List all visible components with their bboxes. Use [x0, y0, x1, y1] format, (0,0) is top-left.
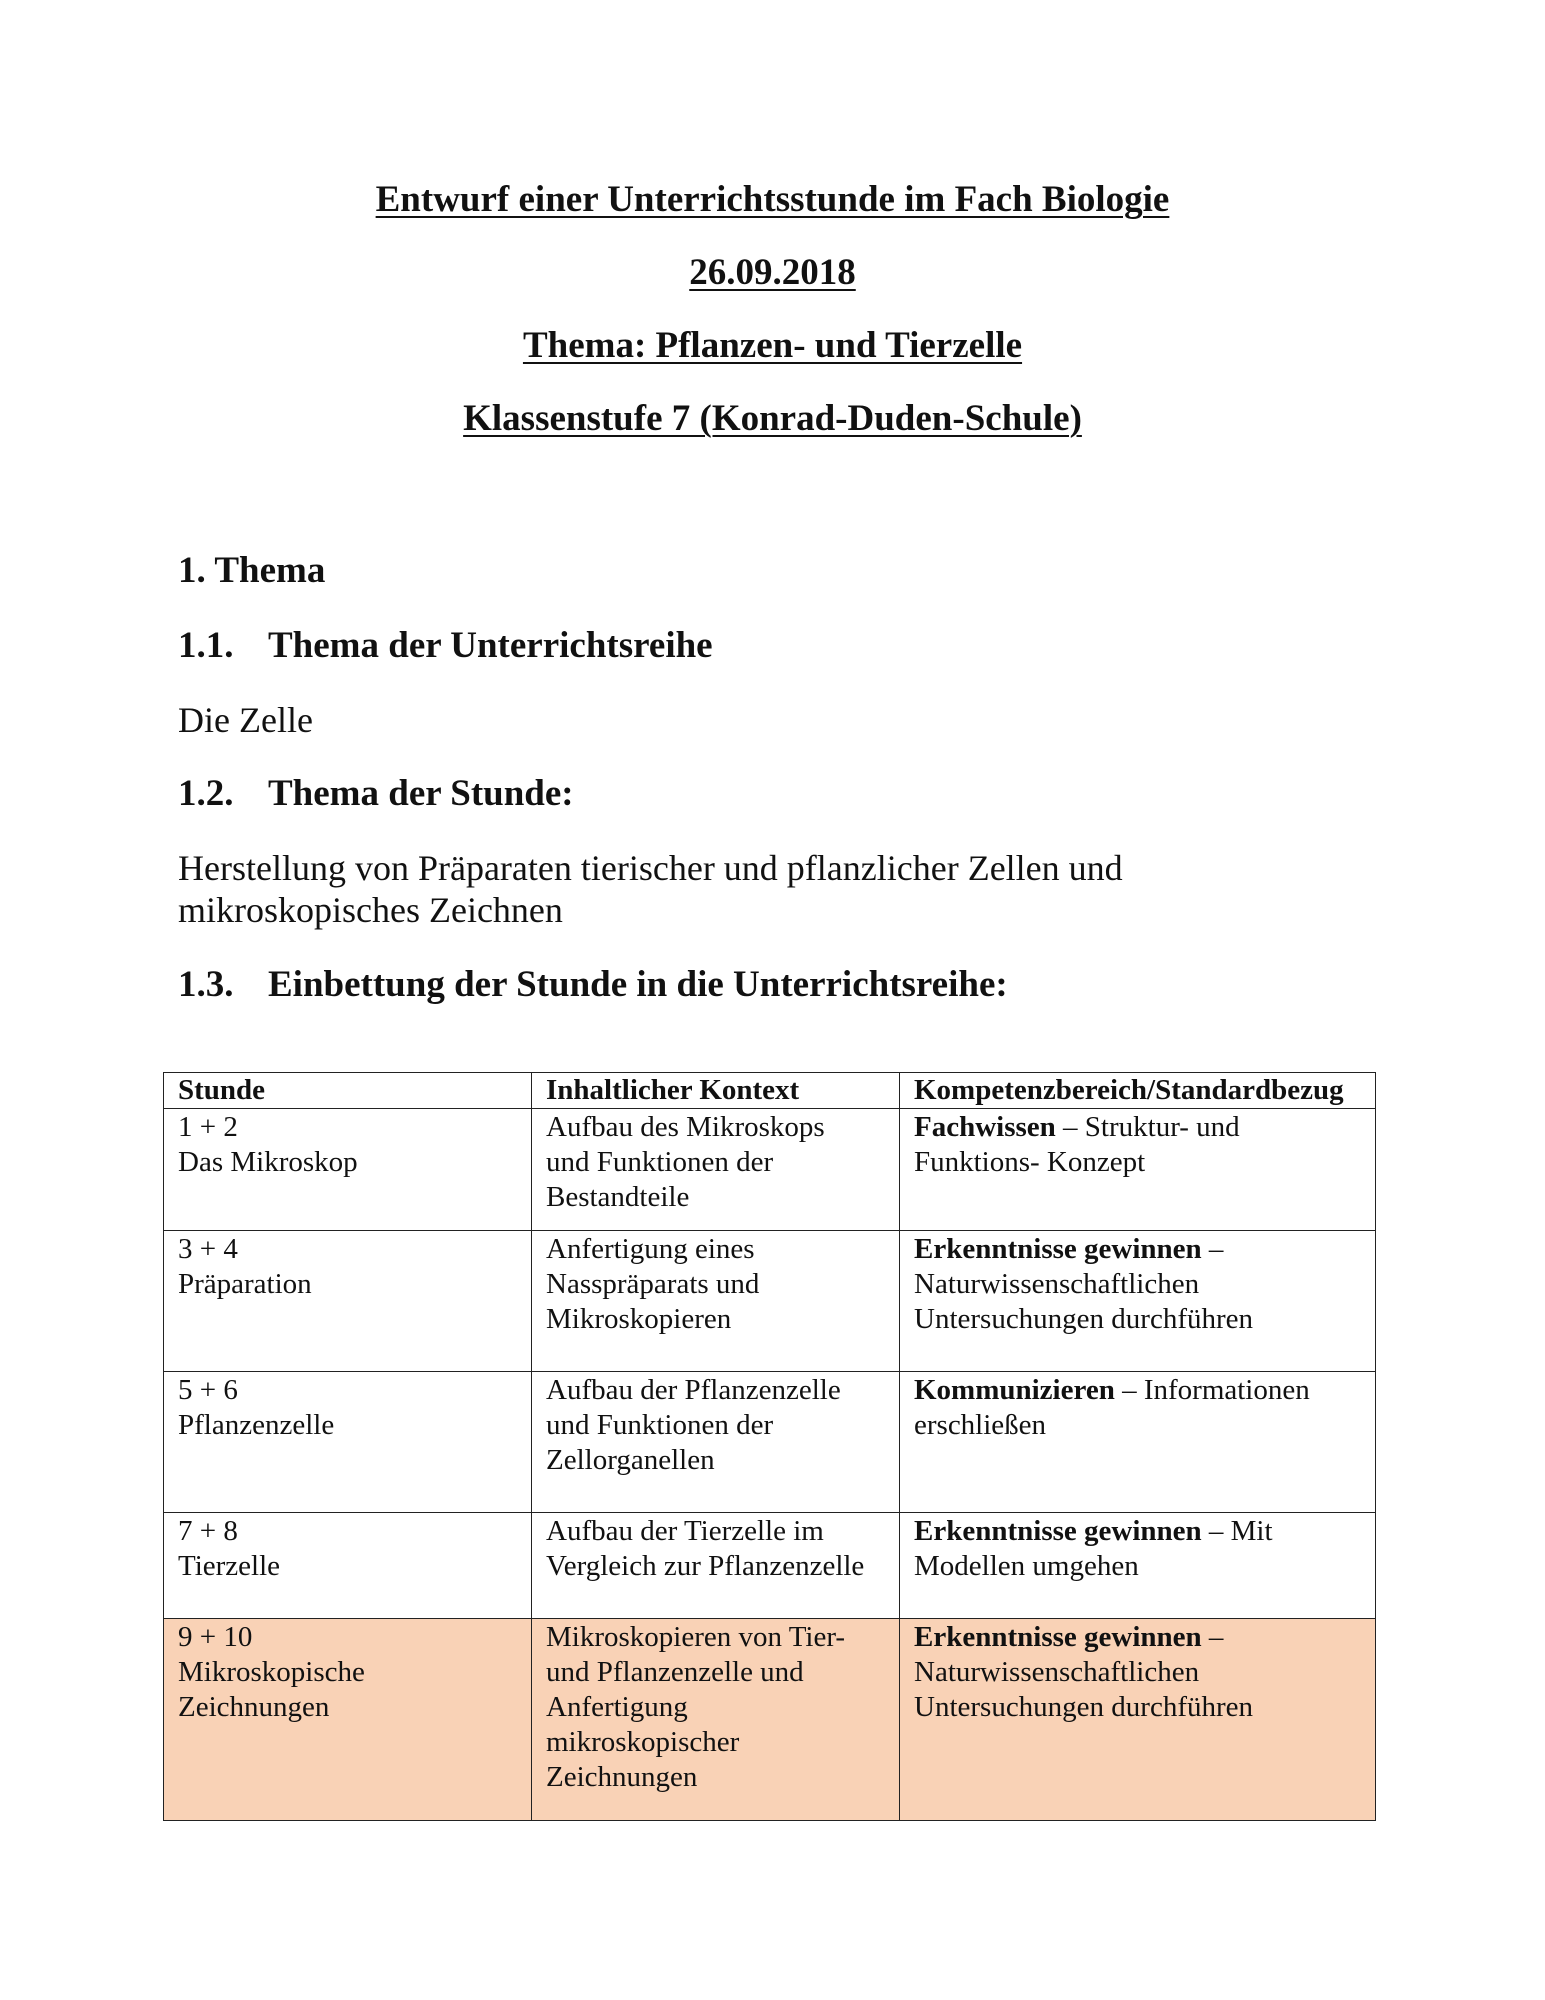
- cell-line: [914, 1620, 1363, 1655]
- cell-line: Nasspräparats und: [546, 1268, 760, 1300]
- stunde-text-line: Herstellung von Präparaten tierischer und pflanzlicher Zellen und: [178, 848, 1123, 888]
- cell-kontext: [532, 1513, 900, 1619]
- kompetenz-bereich: Erkenntnisse gewinnen: [914, 1621, 1202, 1653]
- subsection-number: 1.1.: [178, 625, 234, 666]
- kompetenz-standard: – Mit: [1201, 1515, 1273, 1547]
- cell-line: Funktions- Konzept: [914, 1146, 1146, 1178]
- kompetenz-bereich: Erkenntnisse gewinnen: [914, 1233, 1202, 1265]
- cell-stunde: [164, 1372, 532, 1513]
- subsection-number: 1.3.: [178, 964, 234, 1005]
- cell-stunde: [164, 1619, 532, 1821]
- kompetenz-bereich: Erkenntnisse gewinnen: [914, 1515, 1202, 1547]
- cell-line: 7 + 8: [178, 1515, 238, 1547]
- cell-line: Mikroskopische: [178, 1656, 365, 1688]
- subsection-heading-1-3: [178, 963, 1008, 1007]
- kompetenz-standard: –: [1201, 1621, 1224, 1653]
- table-row: [164, 1109, 1376, 1231]
- stunde-text: [178, 847, 1408, 931]
- cell-stunde: [164, 1109, 532, 1231]
- table-row-current-lesson: [164, 1619, 1376, 1821]
- document-date: 26.09.2018: [689, 252, 856, 293]
- cell-stunde: [164, 1231, 532, 1372]
- cell-line: Aufbau des Mikroskops: [546, 1111, 825, 1143]
- cell-line: Zellorganellen: [546, 1444, 715, 1476]
- cell-line: Mikroskopieren von Tier-: [546, 1621, 846, 1653]
- subsection-title: Einbettung der Stunde in die Unterrichtsreihe:: [268, 964, 1008, 1005]
- cell-line: Präparation: [178, 1268, 312, 1300]
- section-heading-thema: 1. Thema: [178, 550, 326, 591]
- subsection-number: 1.2.: [178, 773, 234, 814]
- cell-line: Vergleich zur Pflanzenzelle: [546, 1550, 865, 1582]
- cell-stunde: [164, 1513, 532, 1619]
- cell-kompetenz: [900, 1619, 1376, 1821]
- cell-line: Pflanzenzelle: [178, 1409, 335, 1441]
- subsection-heading-1-1: [178, 624, 713, 668]
- cell-line: Zeichnungen: [546, 1761, 698, 1793]
- cell-line: Das Mikroskop: [178, 1146, 358, 1178]
- table-row: [164, 1372, 1376, 1513]
- document-topic: Thema: Pflanzen- und Tierzelle: [522, 325, 1023, 366]
- cell-line: und Funktionen der: [546, 1146, 774, 1178]
- cell-line: erschließen: [914, 1409, 1047, 1441]
- cell-kompetenz: [900, 1372, 1376, 1513]
- kompetenz-standard: – Informationen: [1114, 1374, 1310, 1406]
- cell-line: Bestandteile: [546, 1181, 690, 1213]
- cell-kompetenz: [900, 1513, 1376, 1619]
- cell-line: Naturwissenschaftlichen: [914, 1656, 1200, 1688]
- column-header-kompetenz: Kompetenzbereich/Standardbezug: [900, 1073, 1376, 1109]
- subsection-heading-1-2: [178, 772, 574, 816]
- column-header-kontext: Inhaltlicher Kontext: [532, 1073, 900, 1109]
- cell-line: Anfertigung eines: [546, 1233, 755, 1265]
- column-header-stunde: Stunde: [164, 1073, 532, 1109]
- stunde-text-line: mikroskopisches Zeichnen: [178, 890, 563, 930]
- cell-kompetenz: [900, 1231, 1376, 1372]
- subsection-title: Thema der Stunde:: [268, 773, 574, 814]
- cell-line: Zeichnungen: [178, 1691, 330, 1723]
- cell-line: und Pflanzenzelle und: [546, 1656, 804, 1688]
- cell-line: Untersuchungen durchführen: [914, 1691, 1254, 1723]
- cell-line: Modellen umgehen: [914, 1550, 1139, 1582]
- cell-line: [914, 1232, 1363, 1267]
- cell-kontext: [532, 1109, 900, 1231]
- document-grade: Klassenstufe 7 (Konrad-Duden-Schule): [463, 398, 1082, 439]
- cell-kompetenz: [900, 1109, 1376, 1231]
- lesson-series-table: [163, 1072, 1376, 1821]
- table-row: [164, 1513, 1376, 1619]
- kompetenz-standard: –: [1201, 1233, 1224, 1265]
- cell-line: 1 + 2: [178, 1111, 238, 1143]
- cell-line: [914, 1514, 1363, 1549]
- cell-line: Tierzelle: [178, 1550, 281, 1582]
- cell-line: 5 + 6: [178, 1374, 238, 1406]
- cell-line: Naturwissenschaftlichen: [914, 1268, 1200, 1300]
- cell-kontext: [532, 1231, 900, 1372]
- cell-line: mikroskopischer: [546, 1726, 740, 1758]
- unterrichtsreihe-text: Die Zelle: [178, 700, 313, 740]
- cell-line: und Funktionen der: [546, 1409, 774, 1441]
- cell-line: Aufbau der Pflanzenzelle: [546, 1374, 841, 1406]
- cell-line: Untersuchungen durchführen: [914, 1303, 1254, 1335]
- cell-line: 3 + 4: [178, 1233, 238, 1265]
- table-row: [164, 1231, 1376, 1372]
- cell-line: [914, 1110, 1363, 1145]
- cell-line: Aufbau der Tierzelle im: [546, 1515, 824, 1547]
- cell-kontext: [532, 1372, 900, 1513]
- kompetenz-bereich: Fachwissen: [914, 1111, 1056, 1143]
- cell-line: [914, 1373, 1363, 1408]
- kompetenz-standard: – Struktur- und: [1055, 1111, 1240, 1143]
- document-title: Entwurf einer Unterrichtsstunde im Fach Biologie: [375, 179, 1170, 220]
- kompetenz-bereich: Kommunizieren: [914, 1374, 1115, 1406]
- table-header-row: [164, 1073, 1376, 1109]
- cell-line: 9 + 10: [178, 1621, 253, 1653]
- cell-line: Anfertigung: [546, 1691, 688, 1723]
- subsection-title: Thema der Unterrichtsreihe: [268, 625, 713, 666]
- cell-kontext: [532, 1619, 900, 1821]
- cell-line: Mikroskopieren: [546, 1303, 732, 1335]
